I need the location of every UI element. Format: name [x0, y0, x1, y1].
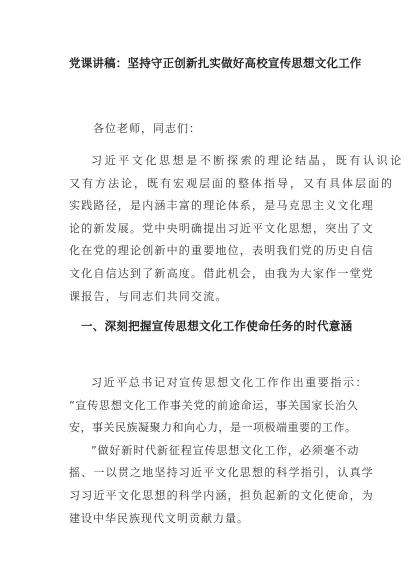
- paragraph-line: 化在党的理论创新中的重要地位，表明我们党的历史自信: [69, 244, 374, 258]
- paragraph-line: 建设中华民族现代文明贡献力量。: [69, 511, 249, 525]
- paragraph-line: 习习近平文化思想的科学内涵，担负起新的文化使命，为: [69, 488, 374, 502]
- paragraph-line: ”做好新时代新征程宣传思想文化工作，必须毫不动: [91, 443, 360, 457]
- paragraph-line: 课报告，与同志们共同交流。: [69, 289, 228, 303]
- section-heading: 一、深刻把握宣传思想文化工作使命任务的时代意涵: [81, 319, 353, 333]
- paragraph-line: 习近平文化思想是不断探索的理论结晶，既有认识论: [91, 154, 404, 167]
- paragraph-line: 实践路径，是内涵丰富的理论体系，是马克思主义文化理: [69, 199, 374, 213]
- paragraph-line: 文化自信达到了新高度。借此机会，由我为大家作一堂党: [69, 266, 374, 280]
- document-title: 党课讲稿：坚持守正创新扎实做好高校宣传思想文化工作: [69, 56, 362, 70]
- paragraph-section-one: [69, 372, 374, 530]
- paragraph-intro: [69, 150, 404, 308]
- paragraph-line: “宣传思想文化工作事关党的前途命运，事关国家长治久: [69, 398, 359, 412]
- paragraph-line: 习近平总书记对宣传思想文化工作作出重要指示：: [91, 376, 369, 389]
- paragraph-line: 论的新发展。党中央明确提出习近平文化思想，突出了文: [69, 221, 374, 235]
- paragraph-line: 又有方法论，既有宏观层面的整体指导，又有具体层面的: [69, 176, 394, 190]
- salutation: 各位老师，同志们：: [93, 122, 201, 135]
- paragraph-line: 摇、一以贯之地坚持习近平文化思想的科学指引，认真学: [69, 466, 374, 480]
- paragraph-line: 安，事关民族凝聚力和向心力，是一项极端重要的工作。: [69, 421, 357, 435]
